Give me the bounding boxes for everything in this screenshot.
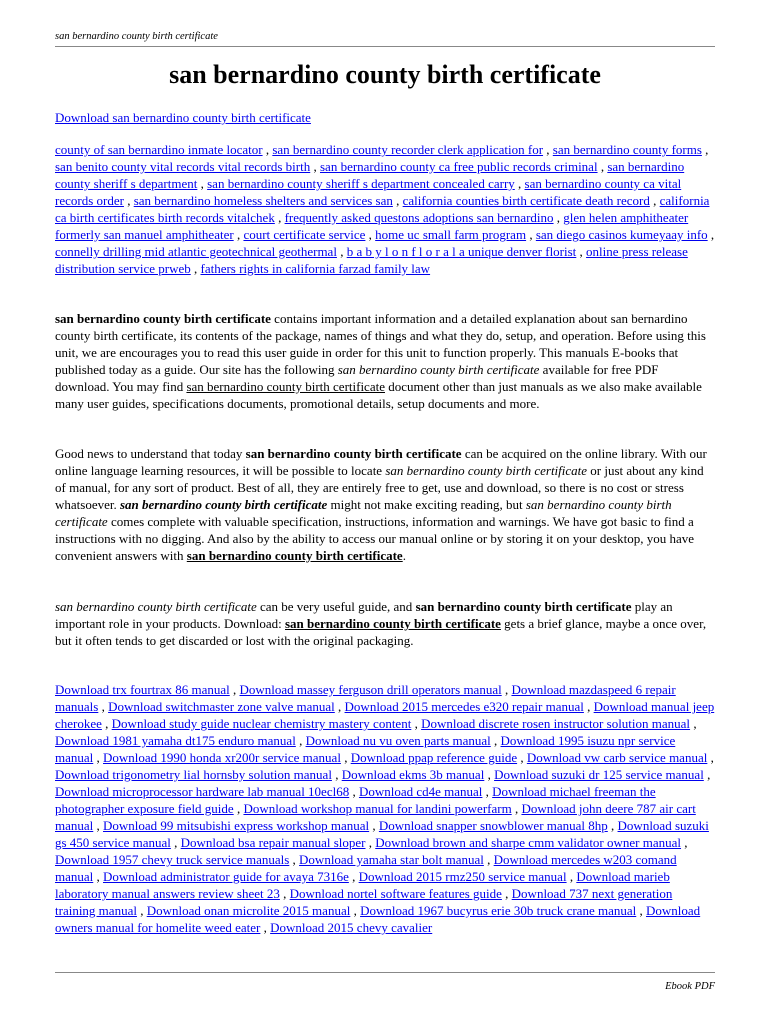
link-separator: , [233, 227, 244, 242]
p2-text-d: might not make exciting reading, but [327, 497, 526, 512]
download-link[interactable]: Download nortel software features guide [289, 886, 502, 901]
link-separator: , [707, 750, 714, 765]
link-separator: , [136, 903, 147, 918]
download-link[interactable]: Download suzuki dr 125 service manual [494, 767, 704, 782]
link-separator: , [262, 142, 273, 157]
download-link[interactable]: Download workshop manual for landini powerfarm [243, 801, 512, 816]
related-link[interactable]: san bernardino county sheriff s department [55, 159, 685, 191]
download-link[interactable]: Download 1990 honda xr200r service manual [103, 750, 341, 765]
useful-guide-paragraph [55, 598, 715, 649]
p3-italic: san bernardino county birth certificate [55, 599, 257, 614]
related-link[interactable]: san benito county vital records vital records birth [55, 159, 311, 174]
p2-text-e: comes complete with valuable specification, instructions, information and warnings. We have got basic to find a instructions with no digging. And also by the ability to access our manual online or by storing it on your desktop, you have convenient answers with [55, 514, 695, 563]
header-divider [55, 46, 715, 47]
link-separator: , [369, 818, 379, 833]
link-separator: , [649, 193, 660, 208]
link-separator: , [348, 869, 359, 884]
link-separator: , [93, 818, 104, 833]
p1-text-a: contains important information and a detailed explanation about san bernardino county birth certificate, its contents of the package, names of things and what they do, setup, and operation. Before using this unit, we are encourages you to read this user guide in order for this unit to function properly. This manuals E-books that published today as a guide. Our site has the following [55, 311, 706, 377]
link-separator: , [526, 227, 536, 242]
download-link[interactable]: Download nu vu oven parts manual [305, 733, 491, 748]
link-separator: , [260, 920, 271, 935]
p3-bold-underlined: san bernardino county birth certificate [285, 616, 501, 631]
p2-bold: san bernardino county birth certificate [245, 446, 462, 461]
p2-text-a: Good news to understand that today [55, 446, 246, 461]
link-separator: , [501, 682, 512, 697]
link-separator: , [274, 210, 285, 225]
download-link[interactable]: Download bsa repair manual sloper [180, 835, 366, 850]
link-separator: , [607, 818, 618, 833]
link-separator: , [170, 835, 181, 850]
related-link[interactable]: connelly drilling mid atlantic geotechnical geothermal [55, 244, 337, 259]
download-link[interactable]: Download 1967 bucyrus erie 30b truck crane manual [360, 903, 637, 918]
footer-label: Ebook PDF [665, 981, 715, 992]
related-link[interactable]: san bernardino county recorder clerk application for [272, 142, 544, 157]
related-link[interactable]: san bernardino county ca free public records criminal [319, 159, 598, 174]
download-link[interactable]: Download cd4e manual [358, 784, 483, 799]
link-separator: , [707, 227, 715, 242]
link-separator: , [229, 682, 240, 697]
download-link[interactable]: Download john deere 787 air cart manual [55, 801, 696, 833]
download-link[interactable]: Download marieb laboratory manual answers review sheet 23 [55, 869, 670, 901]
download-link[interactable]: Download manual jeep cherokee [55, 699, 715, 731]
page-title: san bernardino county birth certificate [169, 60, 601, 89]
link-separator: , [543, 142, 553, 157]
related-link[interactable]: glen helen amphitheater formerly san manuel amphitheater [55, 210, 689, 242]
p3-text-a: can be very useful guide, and [256, 599, 416, 614]
download-link[interactable]: Download trx fourtrax 86 manual [55, 682, 230, 697]
related-link[interactable]: home uc small farm program [375, 227, 527, 242]
download-link[interactable]: Download 1995 isuzu npr service manual [55, 733, 676, 765]
download-link[interactable]: Download massey ferguson drill operators manual [239, 682, 502, 697]
related-link[interactable]: san bernardino county ca vital records order [55, 176, 682, 208]
p1-text-c: document other than just manuals as we also make available many user guides, specifications documents, promotional details, setup documents and more. [55, 379, 702, 411]
link-separator: , [279, 886, 290, 901]
link-separator: , [197, 176, 208, 191]
p3-text-b: play an important role in your products. Download: [55, 599, 673, 631]
p2-text-c: or just about any kind of manual, for any sort of product. Best of all, they are entirely free to get, use and download, so there is no cost or stress whatsoever. [55, 463, 704, 512]
link-separator: , [514, 176, 525, 191]
p2-bold-underlined: san bernardino county birth certificate [186, 548, 403, 563]
link-separator: , [340, 750, 351, 765]
download-link[interactable]: Download onan microlite 2015 manual [146, 903, 351, 918]
link-separator: , [365, 227, 376, 242]
download-link[interactable]: Download 2015 mercedes e320 repair manual [344, 699, 584, 714]
related-link[interactable]: b a b y l o n f l o r a l a unique denver florist [346, 244, 577, 259]
download-link[interactable]: Download discrete rosen instructor solution manual [421, 716, 691, 731]
link-separator: , [583, 699, 594, 714]
download-link[interactable]: Download ppap reference guide [350, 750, 518, 765]
download-link[interactable]: Download 737 next generation training manual [55, 886, 673, 918]
download-link[interactable]: Download ekms 3b manual [341, 767, 485, 782]
download-link[interactable]: Download 1981 yamaha dt175 enduro manual [55, 733, 296, 748]
download-link[interactable]: Download trigonometry lial hornsby solution manual [55, 767, 332, 782]
p2-bold-italic: san bernardino county birth certificate [119, 497, 328, 512]
p1-italic: san bernardino county birth certificate [337, 362, 540, 377]
link-separator: , [295, 733, 306, 748]
link-separator: , [517, 750, 527, 765]
p2-italic-b: san bernardino county birth certificate [55, 497, 672, 529]
link-separator: , [336, 244, 347, 259]
related-link[interactable]: online press release distribution service prweb [55, 244, 688, 276]
related-link[interactable]: san diego casinos kumeyaay info [535, 227, 708, 242]
intro-paragraph [55, 310, 715, 412]
link-separator: , [490, 733, 501, 748]
p2-text-f: . [402, 548, 406, 563]
link-separator: , [690, 716, 697, 731]
link-separator: , [233, 801, 244, 816]
link-separator: , [93, 750, 104, 765]
download-main-link[interactable]: Download san bernardino county birth certificate [55, 110, 311, 125]
related-link[interactable]: san bernardino county sheriff s department concealed carry [207, 176, 515, 191]
related-link[interactable]: california ca birth certificates birth records vitalchek [55, 193, 710, 225]
link-separator: , [289, 852, 300, 867]
link-separator: , [349, 784, 359, 799]
download-link[interactable]: Download brown and sharpe cmm validator owner manual [375, 835, 682, 850]
p1-underlined: san bernardino county birth certificate [186, 379, 385, 394]
download-link[interactable]: Download snapper snowblower manual 8hp [378, 818, 608, 833]
download-link[interactable]: Download 1957 chevy truck service manuals [55, 852, 290, 867]
link-separator: , [484, 767, 495, 782]
p1-text-b: available for free PDF download. You may find [55, 362, 659, 394]
link-separator: , [701, 142, 709, 157]
related-link[interactable]: fathers rights in california farzad family law [200, 261, 431, 276]
related-link[interactable]: san bernardino county forms [552, 142, 702, 157]
good-news-paragraph [55, 445, 715, 564]
related-link[interactable]: court certificate service [243, 227, 366, 242]
link-separator: , [365, 835, 376, 850]
download-link[interactable]: Download 2015 rmz250 service manual [358, 869, 567, 884]
link-separator: , [350, 903, 361, 918]
link-separator: , [101, 716, 112, 731]
link-separator: , [334, 699, 345, 714]
link-separator: , [703, 767, 711, 782]
related-links-list [55, 141, 715, 277]
link-separator: , [392, 193, 403, 208]
download-link[interactable]: Download mazdaspeed 6 repair manuals [55, 682, 676, 714]
link-separator: , [482, 784, 493, 799]
link-separator: , [681, 835, 688, 850]
download-link[interactable]: Download administrator guide for avaya 7316e [103, 869, 349, 884]
download-link[interactable]: Download study guide nuclear chemistry mastery content [111, 716, 412, 731]
link-separator: , [483, 852, 494, 867]
link-separator: , [123, 193, 134, 208]
link-separator: , [411, 716, 422, 731]
link-separator: , [553, 210, 564, 225]
link-separator: , [636, 903, 646, 918]
download-link[interactable]: Download switchmaster zone valve manual [108, 699, 335, 714]
p3-bold: san bernardino county birth certificate [415, 599, 632, 614]
p2-text-b: can be acquired on the online library. With our online language learning resources, it will be possible to locate [55, 446, 707, 478]
related-link[interactable]: county of san bernardino inmate locator [55, 142, 263, 157]
download-link[interactable]: Download suzuki gs 450 service manual [55, 818, 709, 850]
link-separator: , [511, 801, 522, 816]
link-separator: , [597, 159, 608, 174]
running-header: san bernardino county birth certificate [55, 31, 218, 42]
download-link[interactable]: Download yamaha star bolt manual [299, 852, 484, 867]
download-link[interactable]: Download 99 mitsubishi express workshop manual [103, 818, 370, 833]
bold-lead: san bernardino county birth certificate [55, 311, 271, 326]
download-links-list [55, 681, 715, 936]
link-separator: , [331, 767, 342, 782]
link-separator: , [576, 244, 587, 259]
link-separator: , [93, 869, 104, 884]
download-link[interactable]: Download owners manual for homelite weed eater [55, 903, 701, 935]
link-separator: , [190, 261, 201, 276]
related-link[interactable]: frequently asked questons adoptions san bernardino [284, 210, 554, 225]
link-separator: , [310, 159, 320, 174]
link-separator: , [501, 886, 512, 901]
p2-italic-a: san bernardino county birth certificate [385, 463, 588, 478]
download-link[interactable]: Download mercedes w203 comand manual [55, 852, 677, 884]
download-link[interactable]: Download microprocessor hardware lab manual 10ecl68 [55, 784, 350, 799]
download-link[interactable]: Download michael freeman the photographer exposure field guide [55, 784, 656, 816]
p3-text-c: gets a brief glance, maybe a once over, but it often tends to get discarded or lost with the original packaging. [55, 616, 707, 648]
related-link[interactable]: california counties birth certificate death record [402, 193, 650, 208]
footer-divider [55, 972, 715, 973]
related-link[interactable]: san bernardino homeless shelters and services san [133, 193, 393, 208]
download-link-paragraph [55, 109, 715, 126]
download-link[interactable]: Download vw carb service manual [526, 750, 708, 765]
download-link[interactable]: Download 2015 chevy cavalier [270, 920, 433, 935]
link-separator: , [566, 869, 577, 884]
link-separator: , [98, 699, 109, 714]
